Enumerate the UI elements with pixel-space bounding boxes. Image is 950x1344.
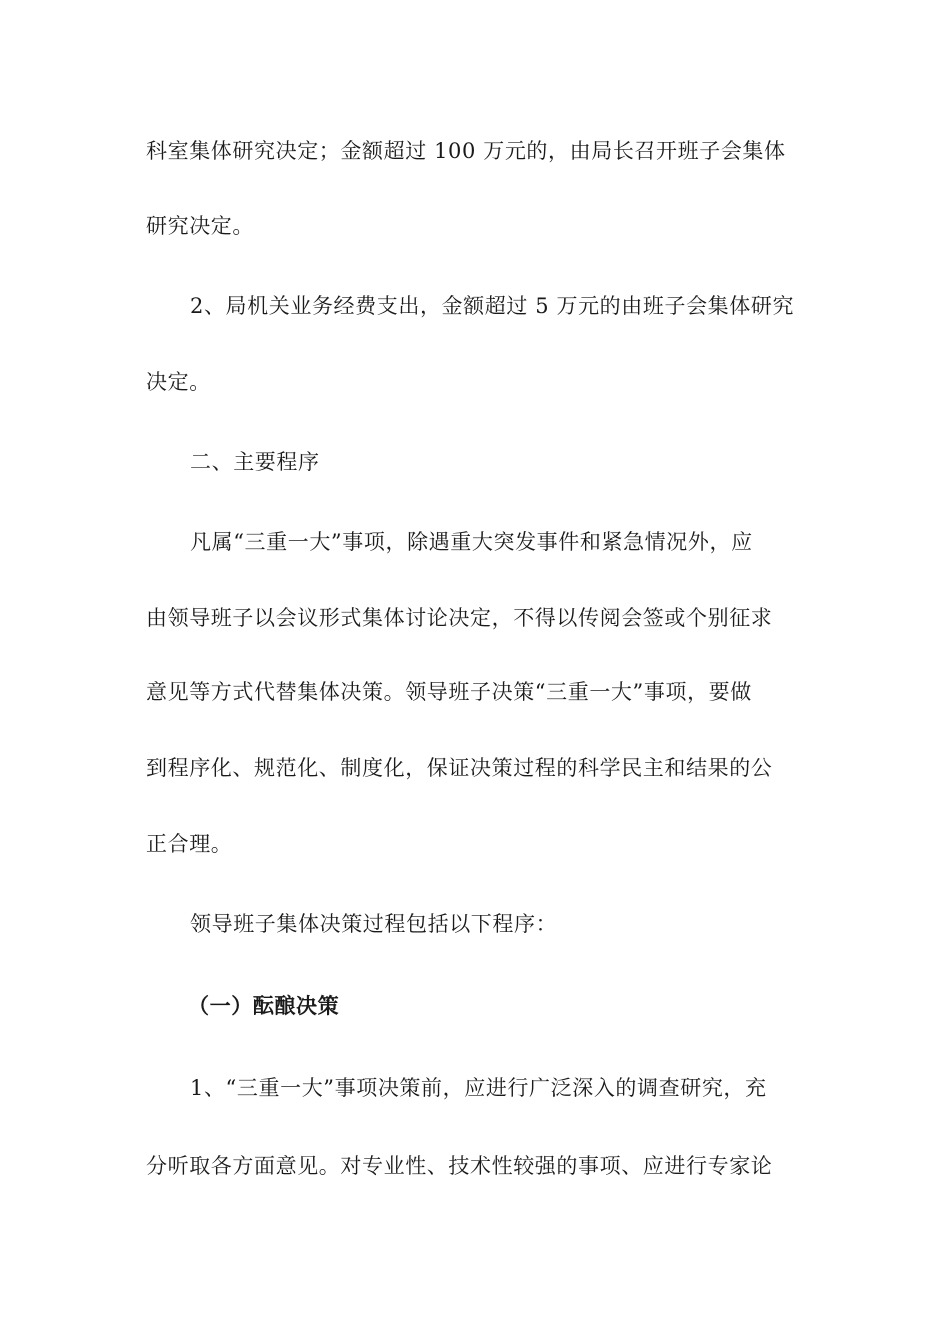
paragraph-line: 由领导班子以会议形式集体讨论决定，不得以传阅会签或个别征求	[146, 606, 773, 630]
section-heading: 二、主要程序	[190, 450, 320, 474]
list-item-1-line: 1、“三重一大”事项决策前，应进行广泛深入的调查研究，充	[190, 1076, 767, 1100]
paragraph-line: 正合理。	[146, 832, 233, 856]
paragraph-line: 领导班子集体决策过程包括以下程序：	[190, 912, 558, 936]
subsection-heading: （一）酝酿决策	[188, 994, 340, 1018]
paragraph-line: 凡属“三重一大”事项，除遇重大突发事件和紧急情况外，应	[190, 530, 753, 554]
paragraph-line: 研究决定。	[146, 214, 254, 238]
paragraph-line: 到程序化、规范化、制度化，保证决策过程的科学民主和结果的公	[146, 756, 773, 780]
paragraph-line: 决定。	[146, 370, 211, 394]
paragraph-line: 意见等方式代替集体决策。领导班子决策“三重一大”事项，要做	[146, 680, 752, 704]
paragraph-line: 分听取各方面意见。对专业性、技术性较强的事项、应进行专家论	[146, 1154, 773, 1178]
list-item-2-line: 2、局机关业务经费支出，金额超过 5 万元的由班子会集体研究	[190, 294, 795, 318]
paragraph-line: 科室集体研究决定；金额超过 100 万元的，由局长召开班子会集体	[146, 139, 786, 163]
